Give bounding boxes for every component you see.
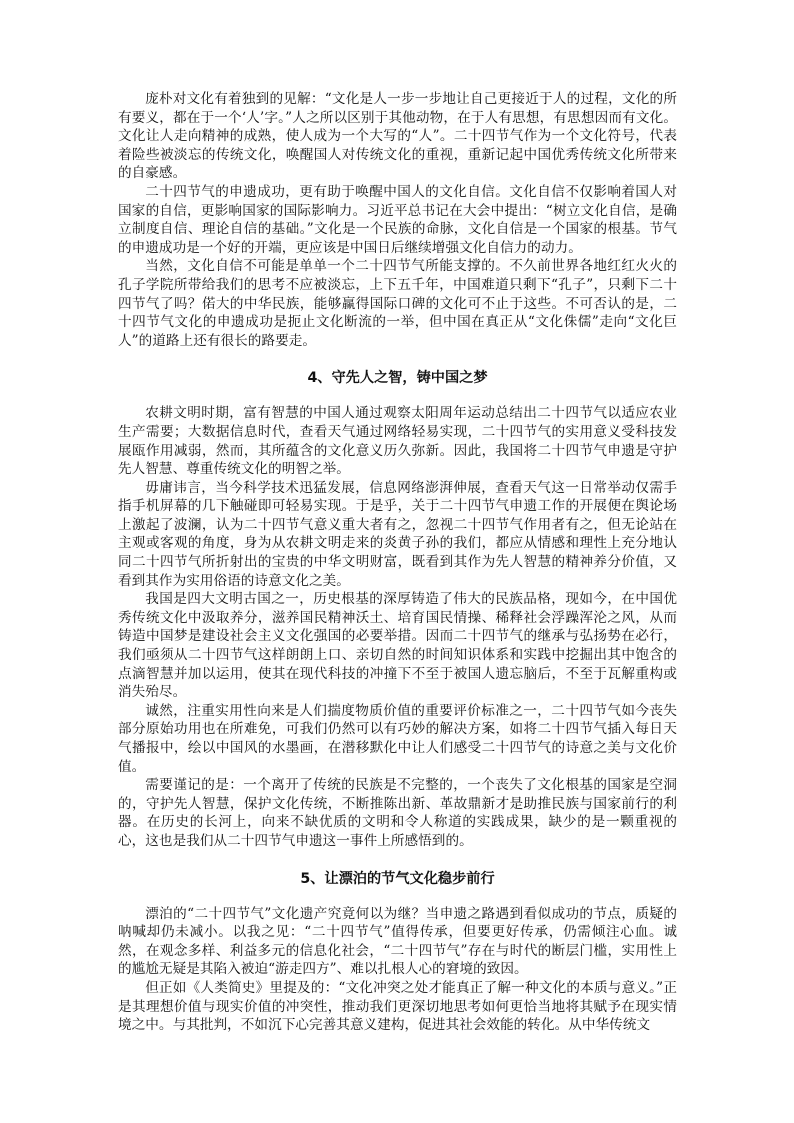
paragraph: 当然，文化自信不可能是单单一个二十四节气所能支撑的。不久前世界各地红红火火的孔子学院所带给我们的思考不应被淡忘，上下五千年，中国难道只剩下“孔子”，只剩下二十四节气了吗？偌大的中华民族，能够赢得国际口碑的文化可不止于这些。不可否认的是，二十四节气文化的申遗成功是扼止文化断流的一举，但中国在真正从“文化侏儒”走向“文化巨人”的道路上还有很长的路要走。 [118,258,677,349]
paragraph: 我国是四大文明古国之一，历史根基的深厚铸造了伟大的民族品格，现如今，在中国优秀传统文化中汲取养分，滋养国民精神沃土、培育国民情操、稀释社会浮躁浑沦之风，从而铸造中国梦是建设社会主义文化强国的必要举措。因而二十四节气的继承与弘扬势在必行，我们亟须从二十四节气这样朗朗上口、亲切自然的时间知识体系和实践中挖掘出其中饱含的点滴智慧并加以运用，使其在现代科技的冲撞下不至于被国人遗忘脑后，不至于瓦解重构或消失殆尽。 [118,591,677,701]
document-page [118,90,677,1035]
section-5-title: 5、让漂泊的节气文化稳步前行 [300,870,495,887]
section-3-tail [118,90,677,350]
paragraph: 庞朴对文化有着独到的见解：“文化是人一步一步地让自己更接近于人的过程，文化的所有要义，都在于一个‘人’字。”人之所以区别于其他动物，在于人有思想，有思想因而有文化。文化让人走向精神的成熟，使人成为一个大写的“人”。二十四节气作为一个文化符号，代表着险些被淡忘的传统文化，唤醒国人对传统文化的重视，重新记起中国优秀传统文化所带来的自豪感。 [118,91,677,182]
paragraph: 诚然，注重实用性向来是人们揣度物质价值的重要评价标准之一，二十四节气如今丧失部分原始功用也在所难免，可我们仍然可以有巧妙的解决方案，如将二十四节气插入每日天气播报中，绘以中国风的水墨画，在潜移默化中让人们感受二十四节气的诗意之美与文化价值。 [118,702,677,775]
section-5-body [118,905,677,1035]
paragraph: 毋庸讳言，当今科学技术迅猛发展，信息网络澎湃伸展，查看天气这一日常举动仅需手指手机屏幕的几下触碰即可轻易实现。于是乎，关于二十四节气申遗工作的开展便在舆论场上激起了波澜，认为二十四节气意义重大者有之，忽视二十四节气作用者有之，但无论站在主观或客观的角度，身为从农耕文明走来的炎黄子孙的我们，都应从情感和理性上充分地认同二十四节气所折射出的宝贵的中华文明财富，既看到其作为先人智慧的精神养分价值，又看到其作为实用俗语的诗意文化之美。 [118,479,677,589]
paragraph: 漂泊的“二十四节气”文化遗产究竟何以为继？当申遗之路遇到看似成功的节点，质疑的呐喊却仍未减小。以我之见：“二十四节气”值得传承，但要更好传承，仍需倾注心血。诚然，在观念多样、利益多元的信息化社会，“二十四节气”存在与时代的断层门槛，实用性上的尴尬无疑是其陷入被迫“游走四方”、难以扎根人心的窘境的致因。 [118,905,677,978]
paragraph: 但正如《人类简史》里提及的：“文化冲突之处才能真正了解一种文化的本质与意义。”正是其理想价值与现实价值的冲突性，推动我们更深切地思考如何更恰当地将其赋予在现实情境之中。与其批判，不如沉下心完善其意义建构，促进其社会效能的转化。从中华传统文 [118,979,677,1034]
paragraph: 二十四节气的申遗成功，更有助于唤醒中国人的文化自信。文化自信不仅影响着国人对国家的自信，更影响国家的国际影响力。习近平总书记在大会中提出：“树立文化自信，是确立制度自信、理论自信的基础。”文化是一个民族的命脉，文化自信是一个国家的根基。节气的申遗成功是一个好的开端，更应该是中国日后继续增强文化自信力的动力。 [118,183,677,256]
section-4-body [118,404,677,850]
paragraph: 需要谨记的是：一个离开了传统的民族是不完整的，一个丧失了文化根基的国家是空洞的，守护先人智慧，保护文化传统，不断推陈出新、革故鼎新才是助推民族与国家前行的利器。在历史的长河上，向来不缺优质的文明和令人称道的实践成果，缺少的是一颗重视的心，这也是我们从二十四节气申遗这一事件上所感悟到的。 [118,777,677,849]
paragraph: 农耕文明时期，富有智慧的中国人通过观察太阳周年运动总结出二十四节气以适应农业生产需要；大数据信息时代，查看天气通过网络轻易实现，二十四节气的实用意义受科技发展瓯作用减弱，然而，其所蕴含的文化意义历久弥新。因此，我国将二十四节气申遗是守护先人智慧、尊重传统文化的明智之举。 [118,405,677,478]
section-4-title: 4、守先人之智，铸中国之梦 [307,370,488,387]
